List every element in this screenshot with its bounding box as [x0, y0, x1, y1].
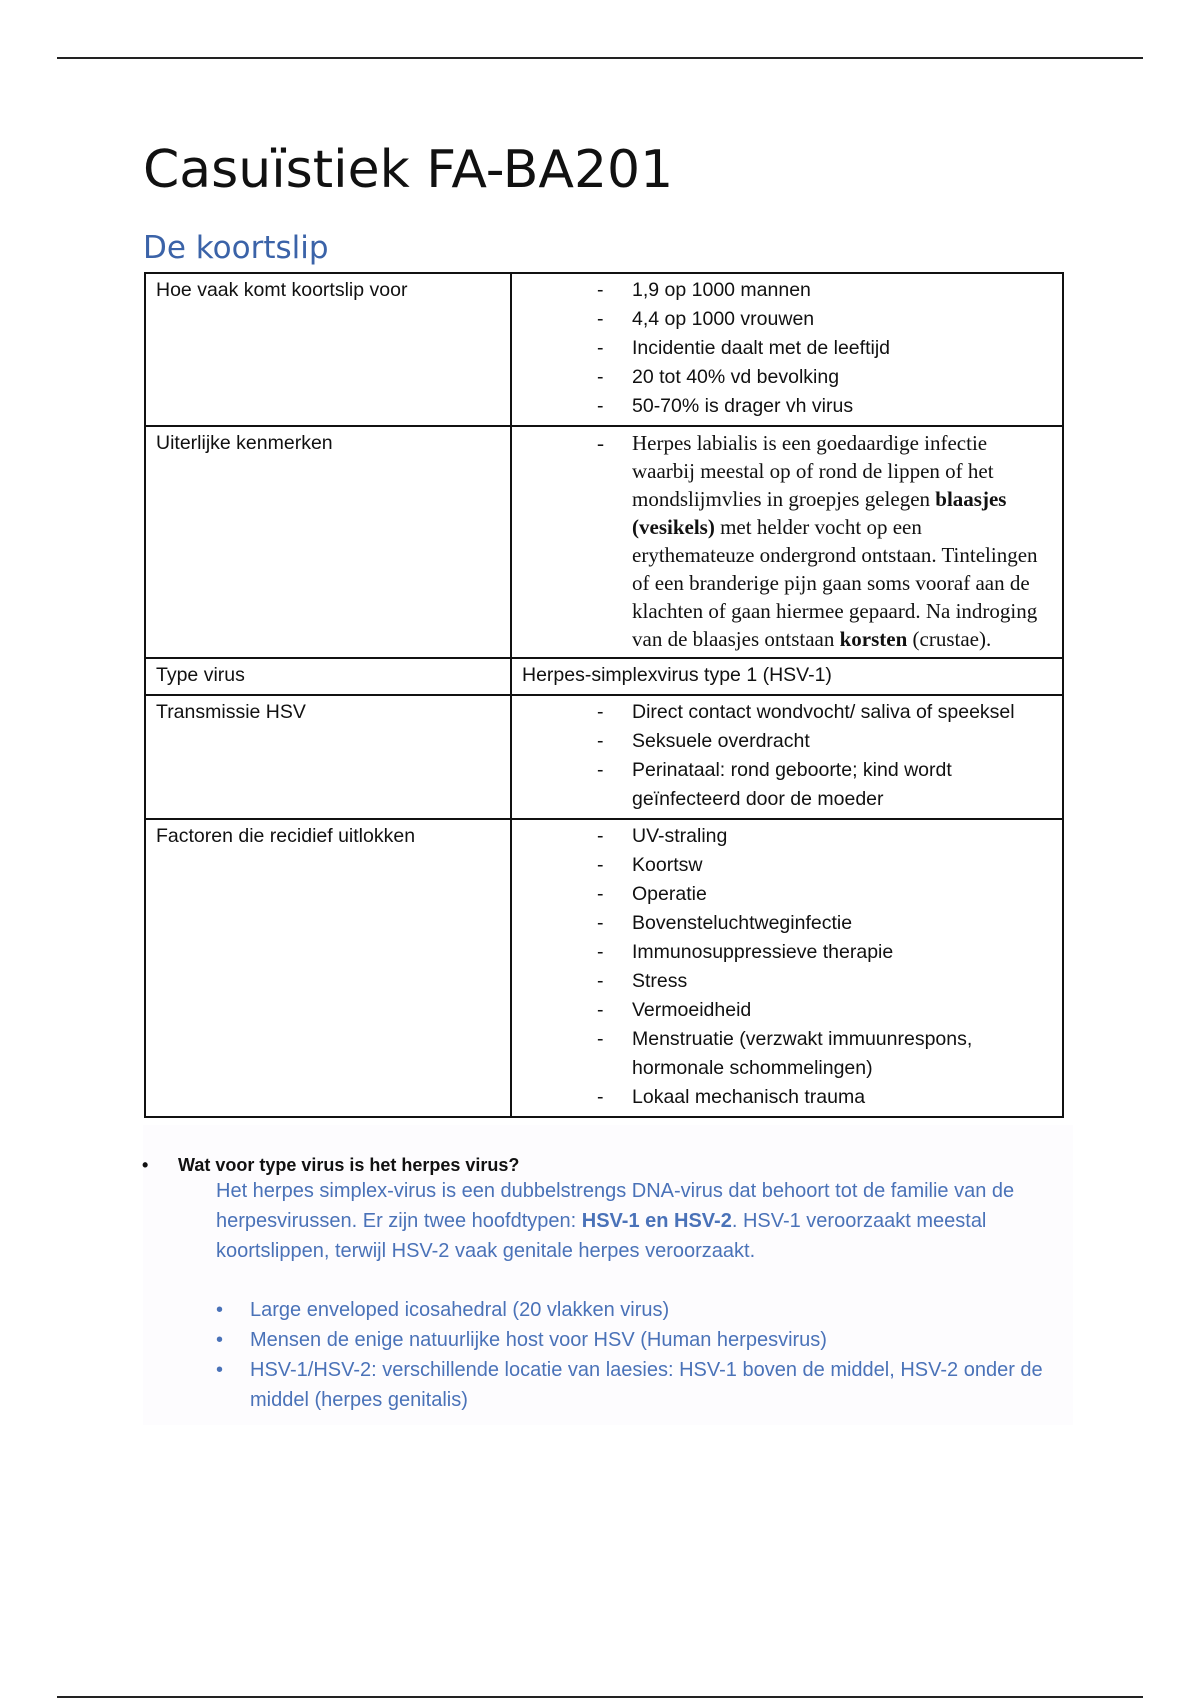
list-item: - Incidentie daalt met de leeftijd	[632, 334, 1052, 363]
list-item: - 4,4 op 1000 vrouwen	[632, 305, 1052, 334]
text: Herpes labialis is een goedaardige infectie waarbij meestal op of rond de lippen of het mondslijmvlies in groepjes gelegen	[632, 431, 994, 511]
fact-list	[250, 1295, 1050, 1415]
table-row	[145, 426, 1063, 658]
list-item: • HSV-1/HSV-2: verschillende locatie van laesies: HSV-1 boven de middel, HSV-2 onder de middel (herpes genitalis)	[250, 1355, 1050, 1415]
list-item	[632, 429, 1048, 653]
bold-text: HSV-1 en HSV-2	[581, 1210, 732, 1232]
row-label: Hoe vaak komt koortslip voor	[145, 273, 511, 426]
text: Het herpes simplex-virus is een dubbelstrengs DNA-virus dat behoort tot de familie van de herpesvirussen. Er zijn twee hoofdtypen:	[216, 1180, 1015, 1232]
table-row	[145, 658, 1063, 695]
list-item: - Bovensteluchtweginfectie	[632, 909, 1052, 938]
table-row	[145, 695, 1063, 819]
bold-text: blaasjes (vesikels)	[632, 487, 1007, 539]
list	[522, 822, 1052, 1112]
list	[522, 698, 1052, 814]
list-item: - Immunosuppressieve therapie	[632, 938, 1052, 967]
table-row	[145, 819, 1063, 1117]
row-label: Transmissie HSV	[145, 695, 511, 819]
list-item: - UV-straling	[632, 822, 1052, 851]
list-item: - Operatie	[632, 880, 1052, 909]
row-value: Herpes-simplexvirus type 1 (HSV-1)	[511, 658, 1063, 695]
list-item: - 50-70% is drager vh virus	[632, 392, 1052, 421]
footer-rule	[57, 1696, 1143, 1698]
question: • Wat voor type virus is het herpes virus?	[178, 1155, 519, 1176]
row-label: Factoren die recidief uitlokken	[145, 819, 511, 1117]
info-table	[144, 272, 1064, 1118]
list-item: - Stress	[632, 967, 1052, 996]
bold-text: korsten	[839, 627, 908, 651]
list	[522, 429, 1052, 653]
header-rule	[57, 57, 1143, 59]
list-item: - 20 tot 40% vd bevolking	[632, 363, 1052, 392]
list-item: - Menstruatie (verzwakt immuunrespons, hormonale schommelingen)	[632, 1025, 1052, 1083]
table-row	[145, 273, 1063, 426]
list-item: - Lokaal mechanisch trauma	[632, 1083, 1052, 1112]
list-item: - Perinataal: rond geboorte; kind wordt geïnfecteerd door de moeder	[632, 756, 1052, 814]
list-item: - Seksuele overdracht	[632, 727, 1052, 756]
row-label: Type virus	[145, 658, 511, 695]
list	[522, 276, 1052, 421]
list-item: - Vermoeidheid	[632, 996, 1052, 1025]
list-item: • Mensen de enige natuurlijke host voor HSV (Human herpesvirus)	[250, 1325, 1050, 1355]
text: met helder vocht op een erythemateuze ondergrond ontstaan. Tintelingen of een branderige pijn gaan soms vooraf aan de klachten of gaan hiermee gepaard. Na indroging van de blaasjes ontstaan	[632, 515, 1038, 651]
text: . HSV-1 veroorzaakt meestal koortslippen, terwijl HSV-2 vaak genitale herpes veroorzaakt.	[216, 1210, 987, 1262]
list-item: - Direct contact wondvocht/ saliva of speeksel	[632, 698, 1052, 727]
section-heading: De koortslip	[143, 230, 329, 266]
list-item: - 1,9 op 1000 mannen	[632, 276, 1052, 305]
text: (crustae).	[907, 627, 992, 651]
document-title: Casuïstiek FA-BA201	[143, 140, 674, 200]
list-item: • Large enveloped icosahedral (20 vlakken virus)	[250, 1295, 1050, 1325]
row-label: Uiterlijke kenmerken	[145, 426, 511, 658]
answer	[216, 1176, 1066, 1266]
list-item: - Koortsw	[632, 851, 1052, 880]
